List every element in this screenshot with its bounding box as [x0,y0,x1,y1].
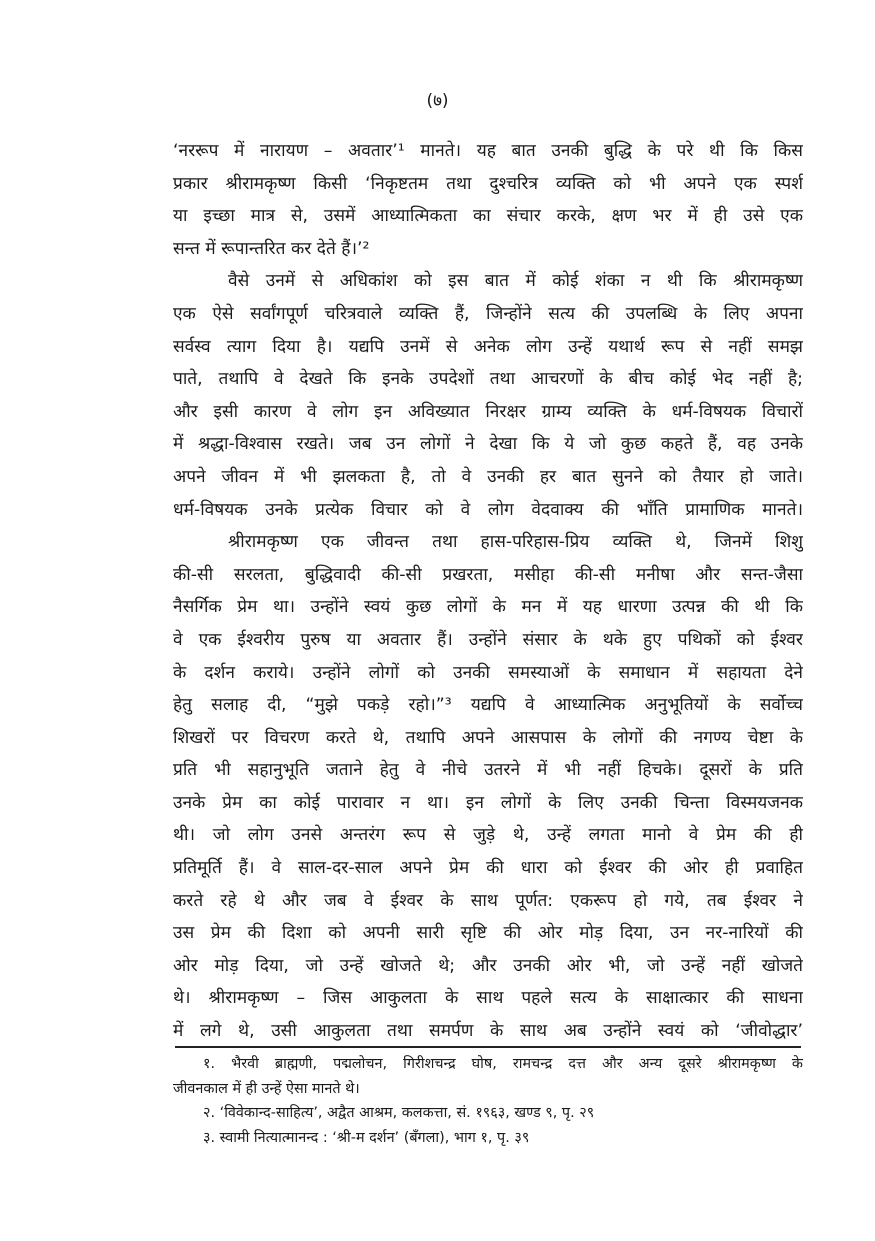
text-line: हेतु सलाह दी, “मुझे पकड़े रहो।”³ यद्यपि वे आध्यात्मिक अनुभूतियों के सर्वोच्च [173,695,803,716]
text-line: अपने जीवन में भी झलकता है, तो वे उनकी हर बात सुनने को तैयार हो जाते। [173,466,803,487]
text-line: करते रहे थे और जब वे ईश्वर के साथ पूर्णत: एकरूप हो गये, तब ईश्वर ने [173,890,803,911]
text-line: में श्रद्धा-विश्वास रखते। जब उन लोगों ने देखा कि ये जो कुछ कहते हैं, वह उनके [173,434,803,455]
text-line: ‘नररूप में नारायण – अवतार’¹ मानते। यह बात उनकी बुद्धि के परे थी कि किस [173,141,803,161]
footnote-line: ३. स्वामी नित्यात्मानन्द : ‘श्री-म दर्शन’ (बँगला), भाग १, पृ. ३९ [203,1129,530,1146]
footnote-separator [175,1046,801,1048]
text-line: वैसे उनमें से अधिकांश को इस बात में कोई शंका न थी कि श्रीरामकृष्ण [228,271,803,292]
text-line: पाते, तथापि वे देखते कि इनके उपदेशों तथा आचरणों के बीच कोई भेद नहीं है; [173,369,803,390]
text-line: प्रति भी सहानुभूति जताने हेतु वे नीचे उतरने में भी नहीं हिचके। दूसरों के प्रति [173,760,803,781]
text-line: थी। जो लोग उनसे अन्तरंग रूप से जुड़े थे, उन्हें लगता मानो वे प्रेम की ही [173,825,803,846]
text-line: उस प्रेम की दिशा को अपनी सारी सृष्टि की ओर मोड़ दिया, उन नर-नारियों की [173,923,803,944]
body-text [173,135,803,1048]
text-line: प्रकार श्रीरामकृष्ण किसी ‘निकृष्टतम तथा दुश्चरित्र व्यक्ति को भी अपने एक स्पर्श [173,173,803,194]
text-line: सर्वस्व त्याग दिया है। यद्यपि उनमें से अनेक लोग उन्हें यथार्थ रूप से नहीं समझ [173,336,803,357]
text-line: वे एक ईश्वरीय पुरुष या अवतार हैं। उन्होंने संसार के थके हुए पथिकों को ईश्वर [173,629,803,650]
text-line: उनके प्रेम का कोई पारावार न था। इन लोगों के लिए उनकी चिन्ता विस्मयजनक [173,792,803,813]
text-line: के दर्शन कराये। उन्होंने लोगों को उनकी समस्याओं के समाधान में सहायता देने [173,662,803,683]
text-line: श्रीरामकृष्ण एक जीवन्त तथा हास-परिहास-प्रिय व्यक्ति थे, जिनमें शिशु [228,532,803,553]
footnote-line: २. ‘विवेकान्द-साहित्य’, अद्वैत आश्रम, कलकत्ता, सं. १९६३, खण्ड ९, पृ. २९ [203,1105,595,1121]
text-line: ओर मोड़ दिया, जो उन्हें खोजते थे; और उनकी ओर भी, जो उन्हें नहीं खोजते [173,955,803,976]
footnote-line: १. भैरवी ब्राह्मणी, पद्मलोचन, गिरीशचन्द्र घोष, रामचन्द्र दत्त और अन्य दूसरे श्रीरामकृष्ण के [203,1056,803,1072]
text-line: एक ऐसे सर्वांगपूर्ण चरित्रवाले व्यक्ति हैं, जिन्होंने सत्य की उपलब्धि के लिए अपना [173,303,803,324]
footnotes [173,1052,803,1150]
text-line: की-सी सरलता, बुद्धिवादी की-सी प्रखरता, मसीहा की-सी मनीषा और सन्त-जैसा [173,564,803,585]
text-line: थे। श्रीरामकृष्ण – जिस आकुलता के साथ पहले सत्य के साक्षात्कार की साधना [173,988,803,1009]
text-line: शिखरों पर विचरण करते थे, तथापि अपने आसपास के लोगों की नगण्य चेष्टा के [173,727,803,748]
text-line: या इच्छा मात्र से, उसमें आध्यात्मिकता का संचार करके, क्षण भर में ही उसे एक [173,206,803,227]
text-line: में लगे थे, उसी आकुलता तथा समर्पण के साथ अब उन्होंने स्वयं को ‘जीवोद्धार’ [173,1021,803,1042]
page-number: (७) [426,91,449,111]
text-line: सन्त में रूपान्तरित कर देते हैं।’² [173,238,370,259]
text-line: प्रतिमूर्ति हैं। वे साल-दर-साल अपने प्रेम की धारा को ईश्वर की ओर ही प्रवाहित [173,858,803,879]
footnote-line: जीवनकाल में ही उन्हें ऐसा मानते थे। [173,1080,360,1097]
text-line: और इसी कारण वे लोग इन अविख्यात निरक्षर ग्राम्य व्यक्ति के धर्म-विषयक विचारों [173,401,803,422]
text-line: धर्म-विषयक उनके प्रत्येक विचार को वे लोग वेदवाक्य की भाँति प्रामाणिक मानते। [173,499,803,520]
text-line: नैसर्गिक प्रेम था। उन्होंने स्वयं कुछ लोगों के मन में यह धारणा उत्पन्न की थी कि [173,597,803,618]
